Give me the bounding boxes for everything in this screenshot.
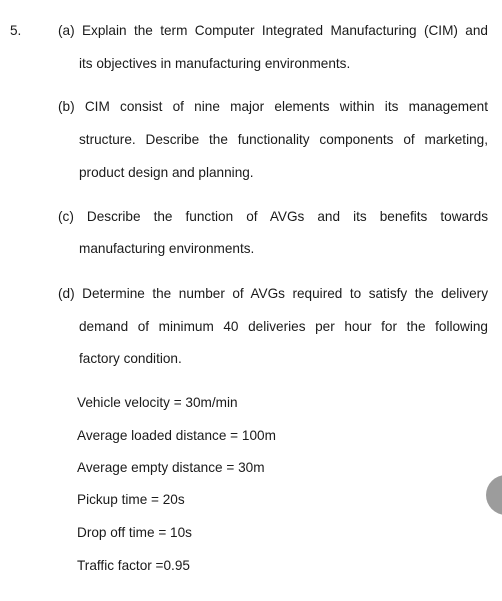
part-d-line-2: demand of minimum 40 deliveries per hour for the following	[79, 319, 488, 334]
part-d-line-1: (d) Determine the number of AVGs required to satisfy the delivery	[58, 286, 488, 301]
condition-empty-distance: Average empty distance = 30m	[77, 460, 265, 475]
condition-dropoff-time: Drop off time = 10s	[77, 525, 192, 540]
part-b-line-2: structure. Describe the functionality components of marketing,	[79, 132, 488, 147]
condition-pickup-time: Pickup time = 20s	[77, 492, 185, 507]
scroll-handle[interactable]	[486, 475, 502, 515]
part-b-line-3: product design and planning.	[79, 165, 254, 180]
condition-loaded-distance: Average loaded distance = 100m	[77, 428, 276, 443]
part-c-line-2: manufacturing environments.	[79, 241, 255, 256]
part-b-line-1: (b) CIM consist of nine major elements within its management	[58, 99, 488, 114]
condition-traffic-factor: Traffic factor =0.95	[77, 558, 190, 573]
condition-vehicle-velocity: Vehicle velocity = 30m/min	[77, 395, 238, 410]
question-number: 5.	[10, 23, 22, 38]
part-a-line-2: its objectives in manufacturing environments.	[79, 56, 351, 71]
part-c-line-1: (c) Describe the function of AVGs and its benefits towards	[58, 209, 488, 224]
part-d-line-3: factory condition.	[79, 351, 182, 366]
part-a-line-1: (a) Explain the term Computer Integrated Manufacturing (CIM) and	[58, 23, 488, 38]
